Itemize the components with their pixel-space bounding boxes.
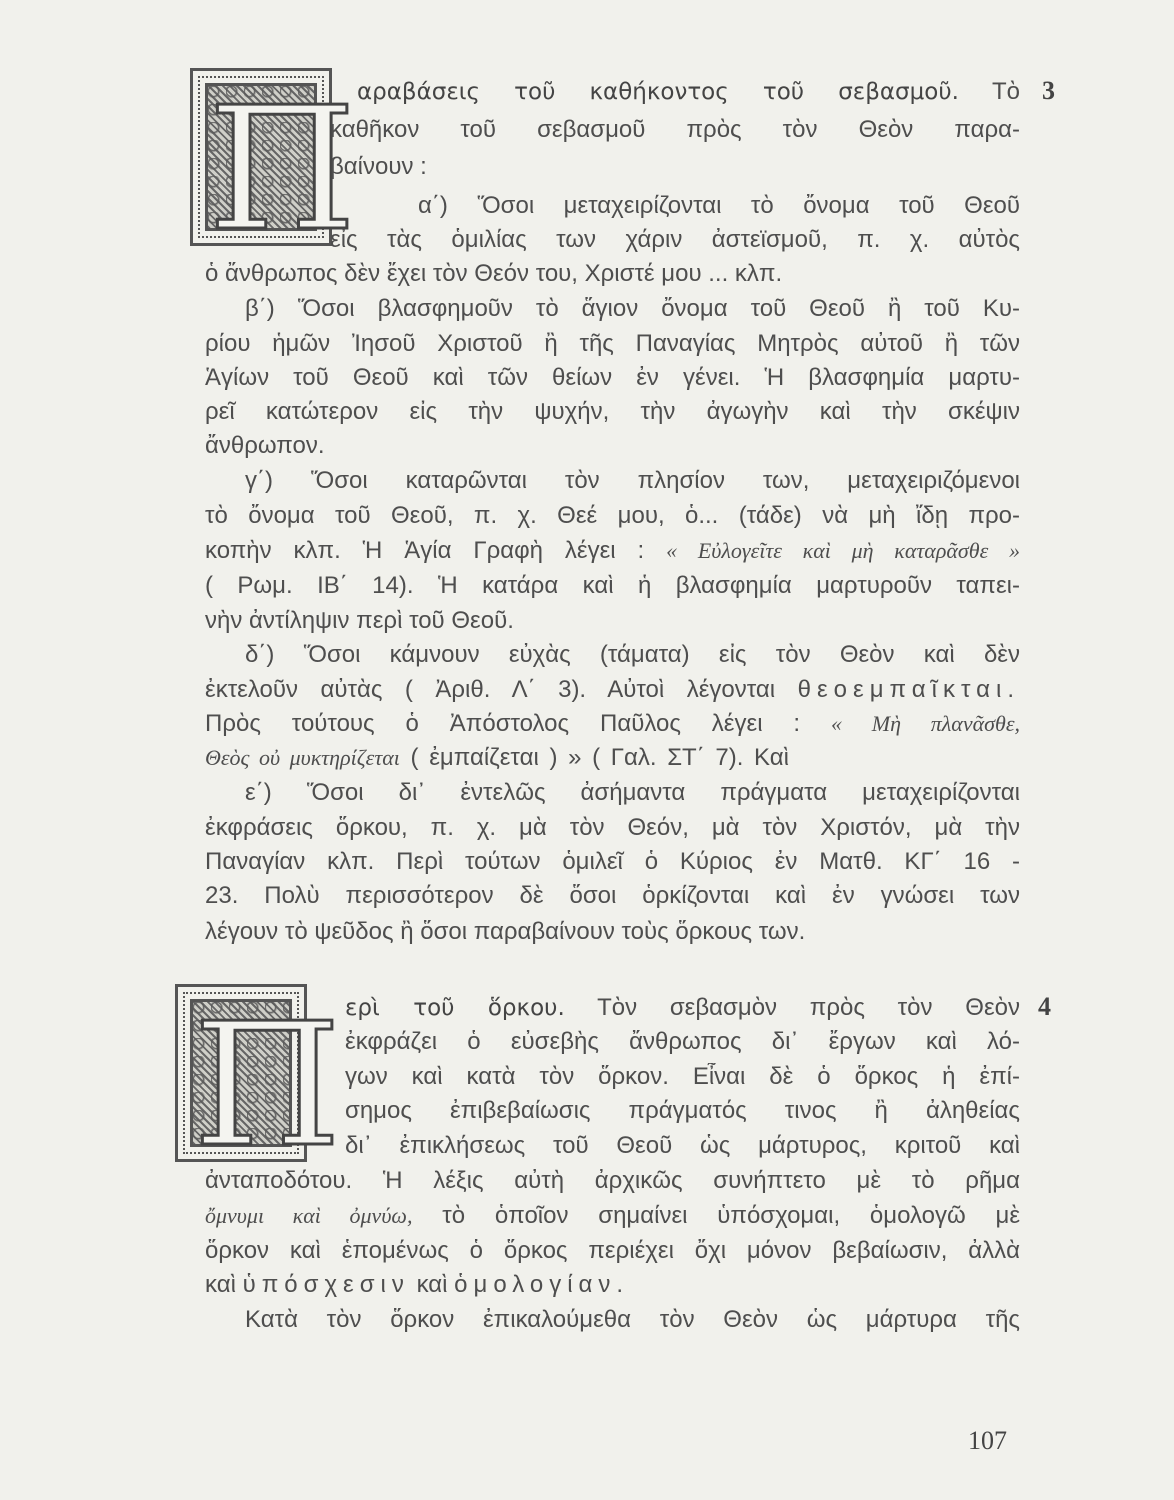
ornamental-drop-cap [190,68,357,269]
text-line: Πρὸς τούτους ὁ Ἀπόστολος Παῦλος λέγει : « Μὴ πλανᾶσθε, [205,710,1020,737]
drop-cap-letter: Π [193,987,342,1185]
text-line: βαίνουν : [330,153,427,180]
text-line: γων καὶ κατὰ τὸν ὅρκον. Εἶναι δὲ ὁ ὅρκος ἡ ἐπί- [345,1063,1020,1090]
text-line: γ΄) Ὅσοι καταρῶνται τὸν πλησίον των, μεταχειριζόμενοι [245,467,1020,494]
text-line: ἐκτελοῦν αὐτὰς ( Ἀριθ. Λ΄ 3). Αὐτοὶ λέγονται θεοεμπαῖκται. [205,676,1020,703]
text-line: Θεὸς οὐ μυκτηρίζεται ( ἐμπαίζεται ) » ( Γαλ. ΣΤ΄ 7). Καὶ [205,744,789,771]
drop-cap-letter: Π [208,71,357,269]
section-number: 4 [1038,992,1051,1021]
text-line: λέγουν τὸ ψεῦδος ἢ ὅσοι παραβαίνουν τοὺς ὅρκους των. [205,918,806,945]
page-number: 107 [968,1426,1007,1455]
text-line: ερὶ τοῦ ὅρκου. Τὸν σεβασμὸν πρὸς τὸν Θεὸν [345,994,1020,1021]
section-number: 3 [1042,76,1055,105]
spaced-term: θεοεμπαῖκται. [797,676,1020,703]
section-heading: ερὶ τοῦ ὅρκου. [345,995,565,1021]
text-line: 23. Πολὺ περισσότερον δὲ ὅσοι ὁρκίζονται καὶ ἐν γνώσει των [205,882,1020,909]
text-line: εἰς τὰς ὁμιλίας των χάριν ἀστεϊσμοῦ, π. χ. αὐτὸς [330,226,1020,253]
text-line: ρεῖ κατώτερον εἰς τὴν ψυχήν, τὴν ἀγωγὴν καὶ τὴν σκέψιν [205,398,1020,425]
text-line: Κατὰ τὸν ὅρκον ἐπικαλούμεθα τὸν Θεὸν ὡς μάρτυρα τῆς [245,1306,1020,1333]
text-line: α΄) Ὅσοι μεταχειρίζονται τὸ ὄνομα τοῦ Θεοῦ [418,192,1020,219]
ornamental-drop-cap [175,984,342,1185]
text-line: ( Ρωμ. ΙΒ΄ 14). Ἡ κατάρα καὶ ἡ βλασφημία μαρτυροῦν ταπει- [205,572,1020,599]
scripture-quote: « Εὐλογεῖτε καὶ μὴ καταρᾶσθε » [666,538,1020,563]
scripture-quote: Θεὸς οὐ μυκτηρίζεται [205,745,400,770]
text-line: β΄) Ὅσοι βλασφημοῦν τὸ ἅγιον ὄνομα τοῦ Θεοῦ ἢ τοῦ Κυ- [245,295,1020,322]
text-line: ὄμνυμι καὶ ὀμνύω, τὸ ὁποῖον σημαίνει ὑπόσχομαι, ὁμολογῶ μὲ [205,1202,1020,1229]
text-line: ἐκφράσεις ὅρκου, π. χ. μὰ τὸν Θεόν, μὰ τὸν Χριστόν, μὰ τὴν [205,814,1020,841]
text-line: ρίου ἡμῶν Ἰησοῦ Χριστοῦ ἢ τῆς Παναγίας Μητρὸς αὐτοῦ ἢ τῶν [205,330,1020,357]
text-line: ἄνθρωπον. [205,432,325,459]
text-line: ἀνταποδότου. Ἡ λέξις αὐτὴ ἀρχικῶς συνήπτετο μὲ τὸ ρῆμα [205,1167,1020,1194]
spaced-term: ὑπόσχεσιν [242,1271,410,1298]
section-heading: αραβάσεις τοῦ καθήκοντος τοῦ σεβασμοῦ. [357,79,959,105]
text-line: τὸ ὄνομα τοῦ Θεοῦ, π. χ. Θεέ μου, ὁ... (τάδε) νὰ μὴ ἴδῃ προ- [205,502,1020,529]
text-line: δ΄) Ὅσοι κάμνουν εὐχὰς (τάματα) εἰς τὸν Θεὸν καὶ δὲν [245,641,1020,668]
text-line: νὴν ἀντίληψιν περὶ τοῦ Θεοῦ. [205,607,514,634]
text-line: σημος ἐπιβεβαίωσις πράγματός τινος ἢ ἀληθείας [345,1097,1020,1124]
text-line: καὶ ὑπόσχεσιν καὶ ὁμολογίαν. [205,1271,630,1298]
text-line: ἐκφράζει ὁ εὐσεβὴς ἄνθρωπος δι᾽ ἔργων καὶ λό- [345,1028,1020,1055]
text-line: κοπὴν κλπ. Ἡ Ἁγία Γραφὴ λέγει : « Εὐλογεῖτε καὶ μὴ καταρᾶσθε » [205,537,1020,564]
text-line: δι᾽ ἐπικλήσεως τοῦ Θεοῦ ὡς μάρτυρος, κριτοῦ καὶ [345,1132,1020,1159]
text-line: Ἁγίων τοῦ Θεοῦ καὶ τῶν θείων ἐν γένει. Ἡ βλασφημία μαρτυ- [205,364,1020,391]
spaced-term: ὁμολογίαν. [454,1271,630,1298]
text-line: αραβάσεις τοῦ καθήκοντος τοῦ σεβασμοῦ. Τὸ [357,78,1020,105]
text-line: ε΄) Ὅσοι δι᾽ ἐντελῶς ἀσήμαντα πράγματα μεταχειρίζονται [245,779,1020,806]
text-line: ὅρκον καὶ ἑπομένως ὁ ὅρκος περιέχει ὄχι μόνον βεβαίωσιν, ἀλλὰ [205,1237,1020,1264]
scripture-quote: « Μὴ πλανᾶσθε, [831,711,1020,736]
text-line: ὁ ἄνθρωπος δὲν ἔχει τὸν Θεόν του, Χριστέ μου ... κλπ. [205,260,783,287]
text-line: Παναγίαν κλπ. Περὶ τούτων ὁμιλεῖ ὁ Κύριος ἐν Ματθ. ΚΓ΄ 16 - [205,848,1020,875]
text-line: καθῆκον τοῦ σεβασμοῦ πρὸς τὸν Θεὸν παρα- [330,116,1020,143]
